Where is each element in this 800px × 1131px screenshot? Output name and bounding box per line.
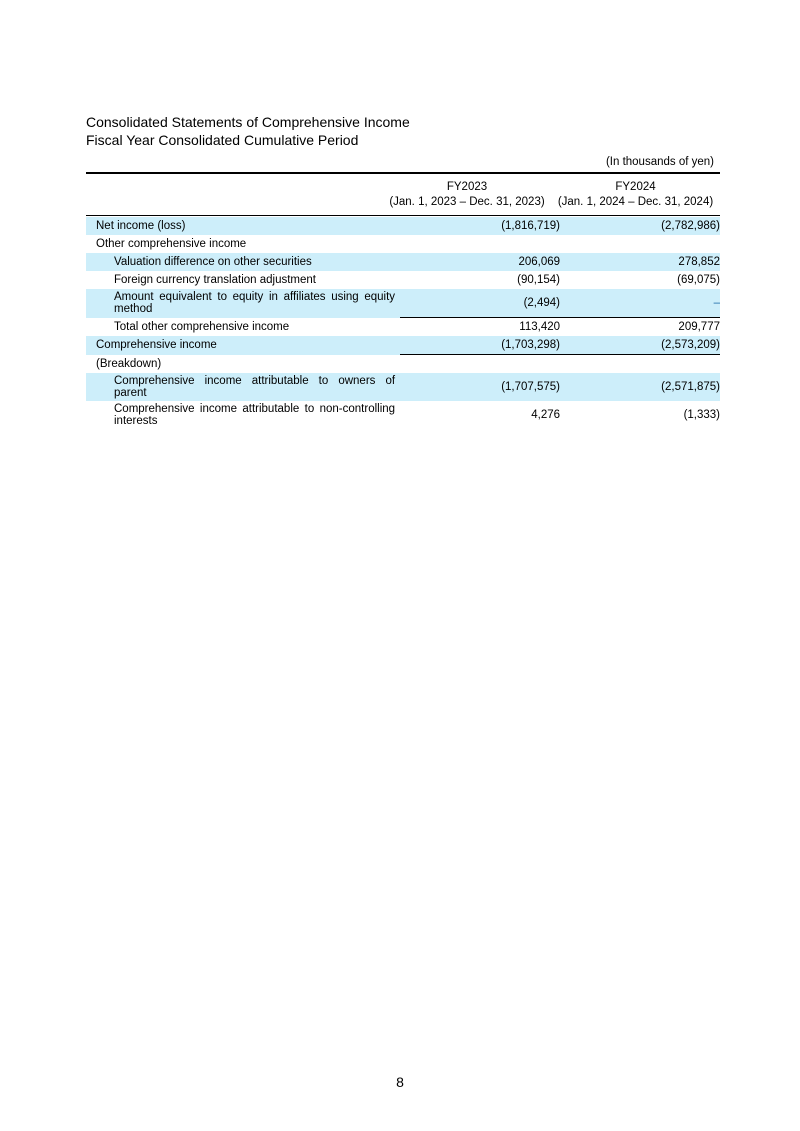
- table-row: [86, 336, 720, 355]
- row-label: (Breakdown): [96, 357, 162, 370]
- statement-subtitle: Fiscal Year Consolidated Cumulative Period: [86, 132, 359, 148]
- value-fy2024: (2,573,209): [560, 336, 720, 355]
- row-label: Comprehensive income attributable to non-controlling interests: [114, 402, 396, 427]
- value-fy2023: [400, 235, 560, 253]
- row-label: Foreign currency translation adjustment: [114, 273, 316, 286]
- table-row: [86, 217, 720, 235]
- statement-title: Consolidated Statements of Comprehensive Income: [86, 114, 410, 130]
- column-year: FY2023: [446, 181, 488, 193]
- value-fy2023: 4,276: [531, 409, 561, 421]
- value-fy2023: (1,703,298): [400, 336, 560, 355]
- column-period: (Jan. 1, 2024 – Dec. 31, 2024): [557, 196, 714, 208]
- value-fy2024: 278,852: [560, 253, 720, 271]
- column-year: FY2024: [615, 181, 656, 193]
- table-row: [86, 235, 720, 253]
- value-fy2024: (2,782,986): [560, 217, 720, 235]
- column-period: (Jan. 1, 2023 – Dec. 31, 2023): [389, 196, 545, 208]
- row-label: Valuation difference on other securities: [86, 253, 400, 271]
- row-label: Other comprehensive income: [96, 237, 247, 250]
- value-fy2023: (1,707,575): [400, 373, 560, 401]
- value-fy2024: 209,777: [678, 321, 720, 333]
- value-fy2024: (1,333): [683, 409, 720, 421]
- value-fy2024: [560, 355, 720, 374]
- column-header-fy2024: [551, 180, 720, 210]
- value-fy2024: (69,075): [677, 274, 720, 286]
- table-row: [86, 373, 720, 401]
- unit-note: (In thousands of yen): [605, 156, 714, 168]
- table-top-rule: [86, 172, 720, 174]
- value-fy2024: –: [560, 289, 720, 318]
- value-fy2023: (90,154): [517, 274, 561, 286]
- table-row: [86, 401, 720, 429]
- table-row: [86, 289, 720, 318]
- value-fy2023: [400, 355, 560, 374]
- column-header-fy2023: [383, 180, 551, 210]
- value-fy2023: (2,494): [400, 289, 560, 318]
- header-rule: [86, 215, 720, 216]
- value-fy2023: 206,069: [400, 253, 560, 271]
- row-label: Amount equivalent to equity in affiliates using equity method: [86, 289, 400, 318]
- row-label: Net income (loss): [86, 217, 400, 235]
- value-fy2024: (2,571,875): [560, 373, 720, 401]
- table-row: [86, 355, 720, 374]
- row-label: Total other comprehensive income: [114, 320, 290, 333]
- page-number: 8: [396, 1074, 404, 1090]
- row-label: Comprehensive income: [86, 336, 400, 355]
- value-fy2023: 113,420: [519, 321, 561, 333]
- value-fy2024: [560, 235, 720, 253]
- row-label: Comprehensive income attributable to owners of parent: [86, 373, 400, 401]
- value-fy2023: (1,816,719): [400, 217, 560, 235]
- table-row: [86, 318, 720, 337]
- comprehensive-income-table: [86, 217, 720, 429]
- table-row: [86, 271, 720, 289]
- statement-titles: [86, 113, 410, 149]
- table-row: [86, 253, 720, 271]
